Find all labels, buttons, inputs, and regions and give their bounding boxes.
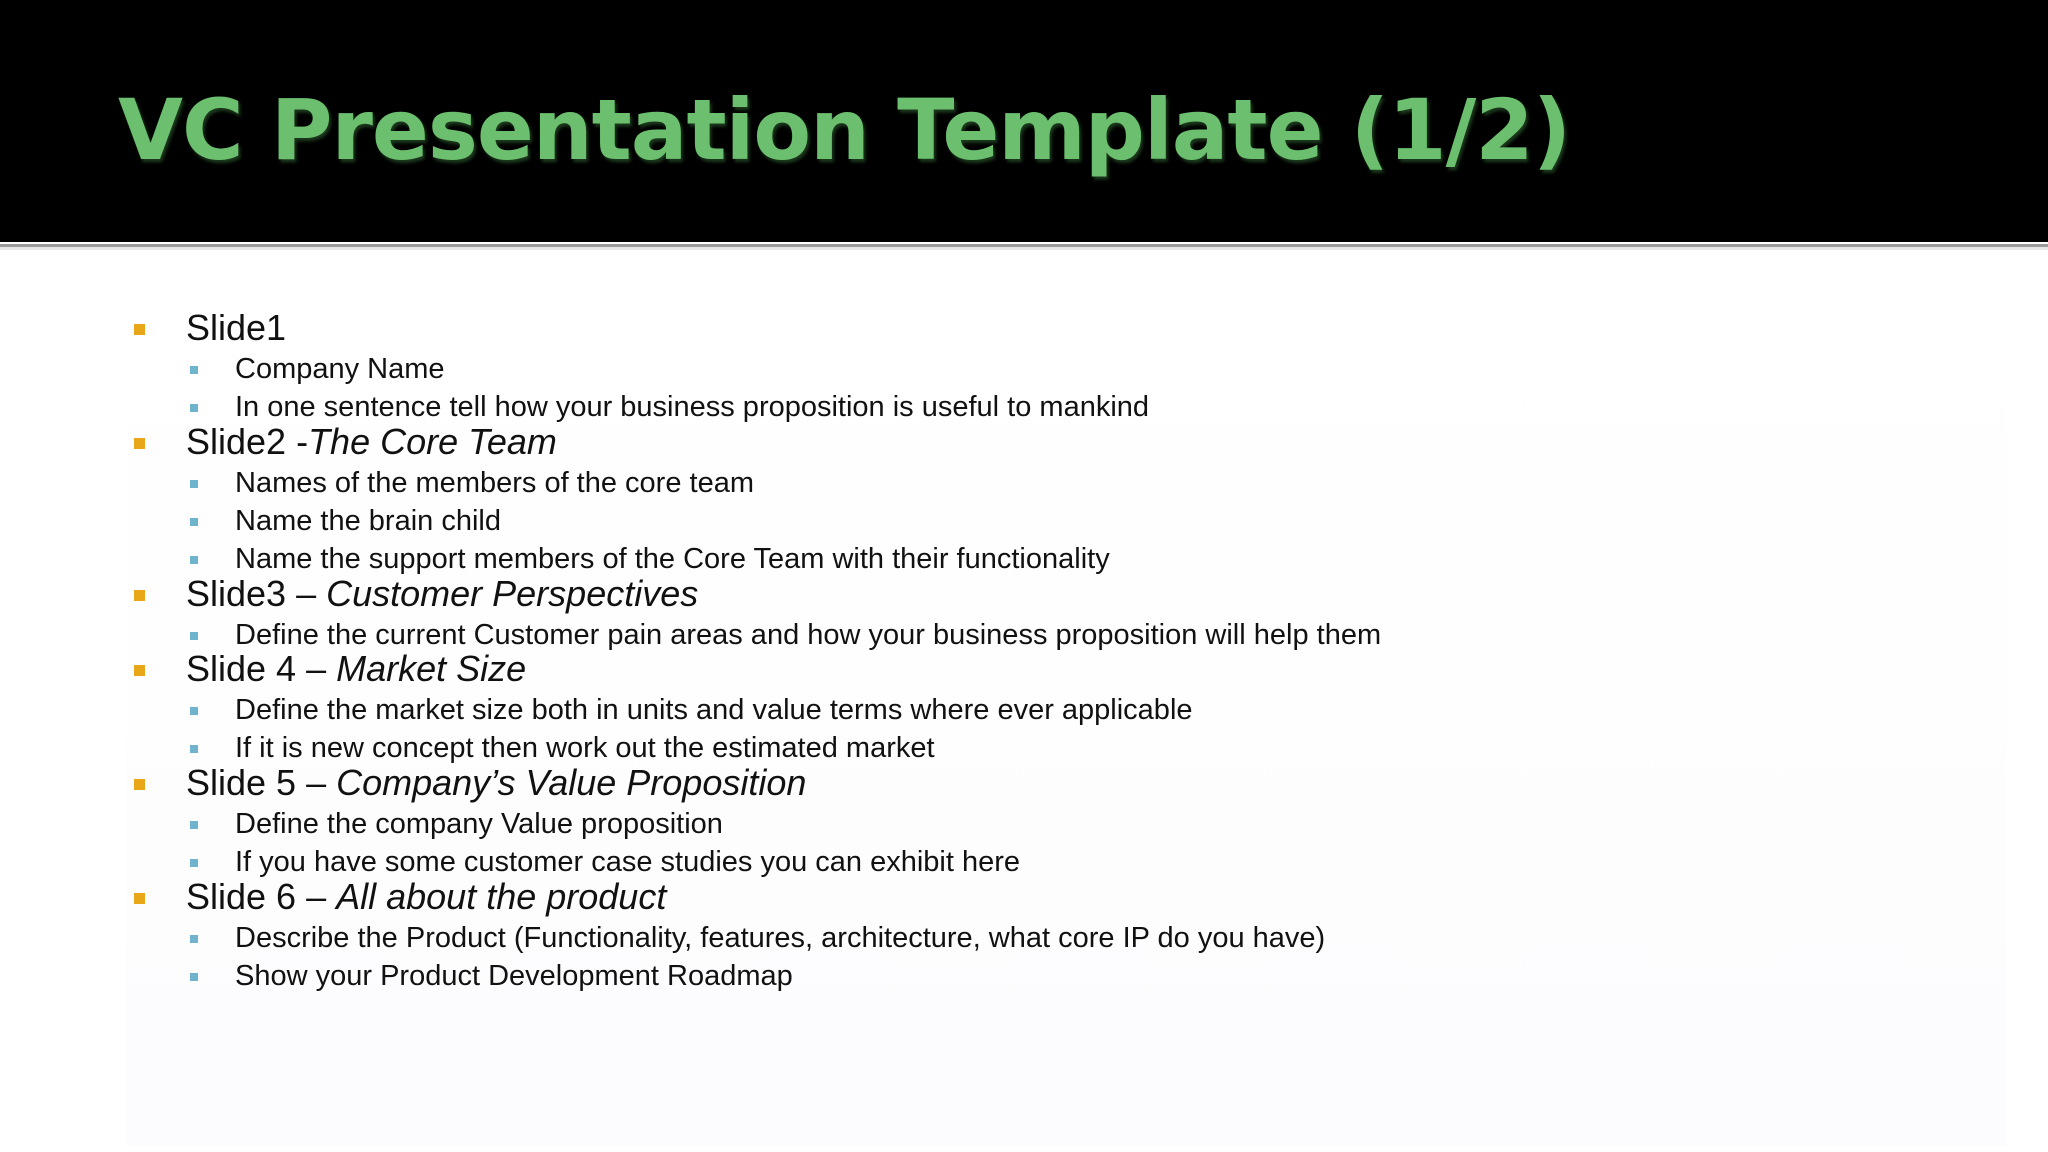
section-subtitle: Customer Perspectives <box>326 573 699 614</box>
square-bullet-icon <box>134 324 145 335</box>
small-square-bullet-icon <box>190 632 198 640</box>
content-area <box>126 306 2006 1146</box>
title-divider <box>0 240 2048 250</box>
list-item-text: Show your Product Development Roadmap <box>235 960 793 992</box>
list-item-text: Define the current Customer pain areas and how your business proposition will help them <box>235 619 1382 651</box>
square-bullet-icon <box>134 779 145 790</box>
small-square-bullet-icon <box>190 973 198 981</box>
small-square-bullet-icon <box>190 404 198 412</box>
list-item-text: Name the brain child <box>235 505 501 537</box>
title-bar <box>0 0 2048 240</box>
section-subtitle: All about the product <box>336 876 667 917</box>
small-square-bullet-icon <box>190 518 198 526</box>
section-heading-text: Slide1 <box>186 307 287 348</box>
small-square-bullet-icon <box>190 745 198 753</box>
section-heading-text: Slide 4 – <box>186 648 337 689</box>
section-heading-text: Slide3 – <box>186 573 327 614</box>
small-square-bullet-icon <box>190 366 198 374</box>
list-item-text: If you have some customer case studies you can exhibit here <box>235 846 1021 878</box>
square-bullet-icon <box>134 893 145 904</box>
list-item-text: Name the support members of the Core Team with their functionality <box>235 543 1110 575</box>
small-square-bullet-icon <box>190 821 198 829</box>
list-item-text: Company Name <box>235 353 445 385</box>
small-square-bullet-icon <box>190 707 198 715</box>
list-item-text: Describe the Product (Functionality, features, architecture, what core IP do you have) <box>235 922 1326 954</box>
section-subtitle: The Core Team <box>308 421 557 462</box>
slide-title: VC Presentation Template (1/2) <box>118 81 1571 179</box>
small-square-bullet-icon <box>190 935 198 943</box>
list-item-text: Names of the members of the core team <box>235 467 754 499</box>
section-heading-text: Slide2 - <box>186 421 309 462</box>
list-item-text: Define the market size both in units and value terms where ever applicable <box>235 694 1193 726</box>
list-item-text: Define the company Value proposition <box>235 808 723 840</box>
section-subtitle: Market Size <box>336 648 527 689</box>
square-bullet-icon <box>134 590 145 601</box>
small-square-bullet-icon <box>190 859 198 867</box>
square-bullet-icon <box>134 438 145 449</box>
list-item-text: In one sentence tell how your business proposition is useful to mankind <box>235 391 1150 423</box>
section-heading-text: Slide 5 – <box>186 762 337 803</box>
section-heading-text: Slide 6 – <box>186 876 337 917</box>
square-bullet-icon <box>134 665 145 676</box>
section-subtitle: Company’s Value Proposition <box>336 762 807 803</box>
small-square-bullet-icon <box>190 480 198 488</box>
small-square-bullet-icon <box>190 556 198 564</box>
list-item-text: If it is new concept then work out the estimated market <box>235 732 935 764</box>
